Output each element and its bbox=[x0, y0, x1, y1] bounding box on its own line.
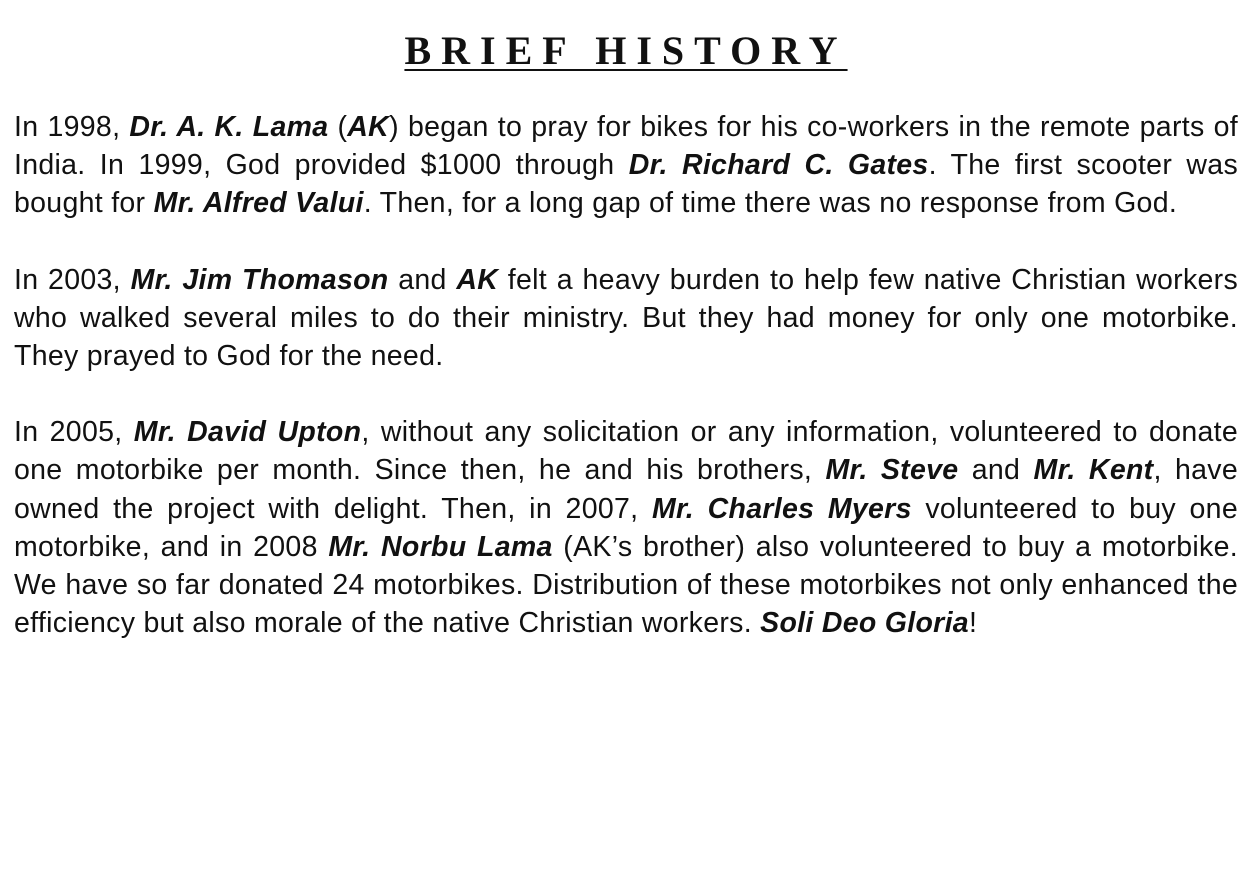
emphasized-name: Mr. Alfred Valui bbox=[153, 187, 364, 220]
paragraph-text: ( bbox=[328, 111, 348, 143]
emphasized-name: Soli Deo Gloria bbox=[760, 607, 969, 640]
emphasized-name: Mr. Jim Thomason bbox=[130, 263, 389, 296]
history-paragraph-1 bbox=[14, 108, 1238, 223]
emphasized-name: Dr. Richard C. Gates bbox=[628, 149, 929, 182]
emphasized-name: Mr. David Upton bbox=[133, 416, 362, 449]
emphasized-name: Dr. A. K. Lama bbox=[129, 111, 329, 143]
paragraph-text: In 2005, bbox=[14, 416, 134, 449]
paragraph-text: and bbox=[958, 454, 1034, 487]
history-body bbox=[14, 108, 1238, 642]
paragraph-text: . Then, for a long gap of time there was no response from God. bbox=[363, 187, 1178, 220]
emphasized-name: AK bbox=[347, 111, 390, 143]
document-page bbox=[14, 28, 1238, 680]
emphasized-name: AK bbox=[456, 263, 499, 296]
paragraph-text: (AK’s brother) also volunteered to buy a motorbike. We have so far donated 24 motorbikes. Distribution of these motorbikes not only enhanced the efficiency but also morale of the native Christian workers. bbox=[14, 530, 1238, 640]
paragraph-text: and bbox=[388, 263, 457, 296]
history-paragraph-3 bbox=[14, 413, 1238, 642]
page-title bbox=[14, 28, 1238, 74]
emphasized-name: Mr. Steve bbox=[825, 454, 959, 487]
paragraph-text: , without any solicitation or any information, volunteered to donate one motorbike per month. Since then, he and his brothers, bbox=[14, 416, 1238, 487]
paragraph-text: ! bbox=[968, 607, 978, 640]
paragraph-text: In 1998, bbox=[14, 111, 130, 143]
page-title-text: BRIEF HISTORY bbox=[404, 28, 848, 73]
paragraph-text: volunteered to buy one motorbike, and in 2008 bbox=[14, 492, 1238, 563]
emphasized-name: Mr. Kent bbox=[1033, 454, 1154, 487]
paragraph-text: , have owned the project with delight. Then, in 2007, bbox=[14, 454, 1239, 525]
paragraph-text: . The first scooter was bought for bbox=[14, 149, 1238, 220]
emphasized-name: Mr. Charles Myers bbox=[651, 492, 912, 525]
paragraph-text: felt a heavy burden to help few native Christian workers who walked several miles to do their ministry. But they had money for only one motorbike. They prayed to God for the need. bbox=[14, 263, 1239, 373]
emphasized-name: Mr. Norbu Lama bbox=[328, 530, 553, 563]
paragraph-text: ) began to pray for bikes for his co-workers in the remote parts of India. In 1999, God provided $1000 through bbox=[14, 111, 1238, 182]
history-paragraph-2 bbox=[14, 261, 1238, 376]
paragraph-text: In 2003, bbox=[14, 263, 131, 296]
